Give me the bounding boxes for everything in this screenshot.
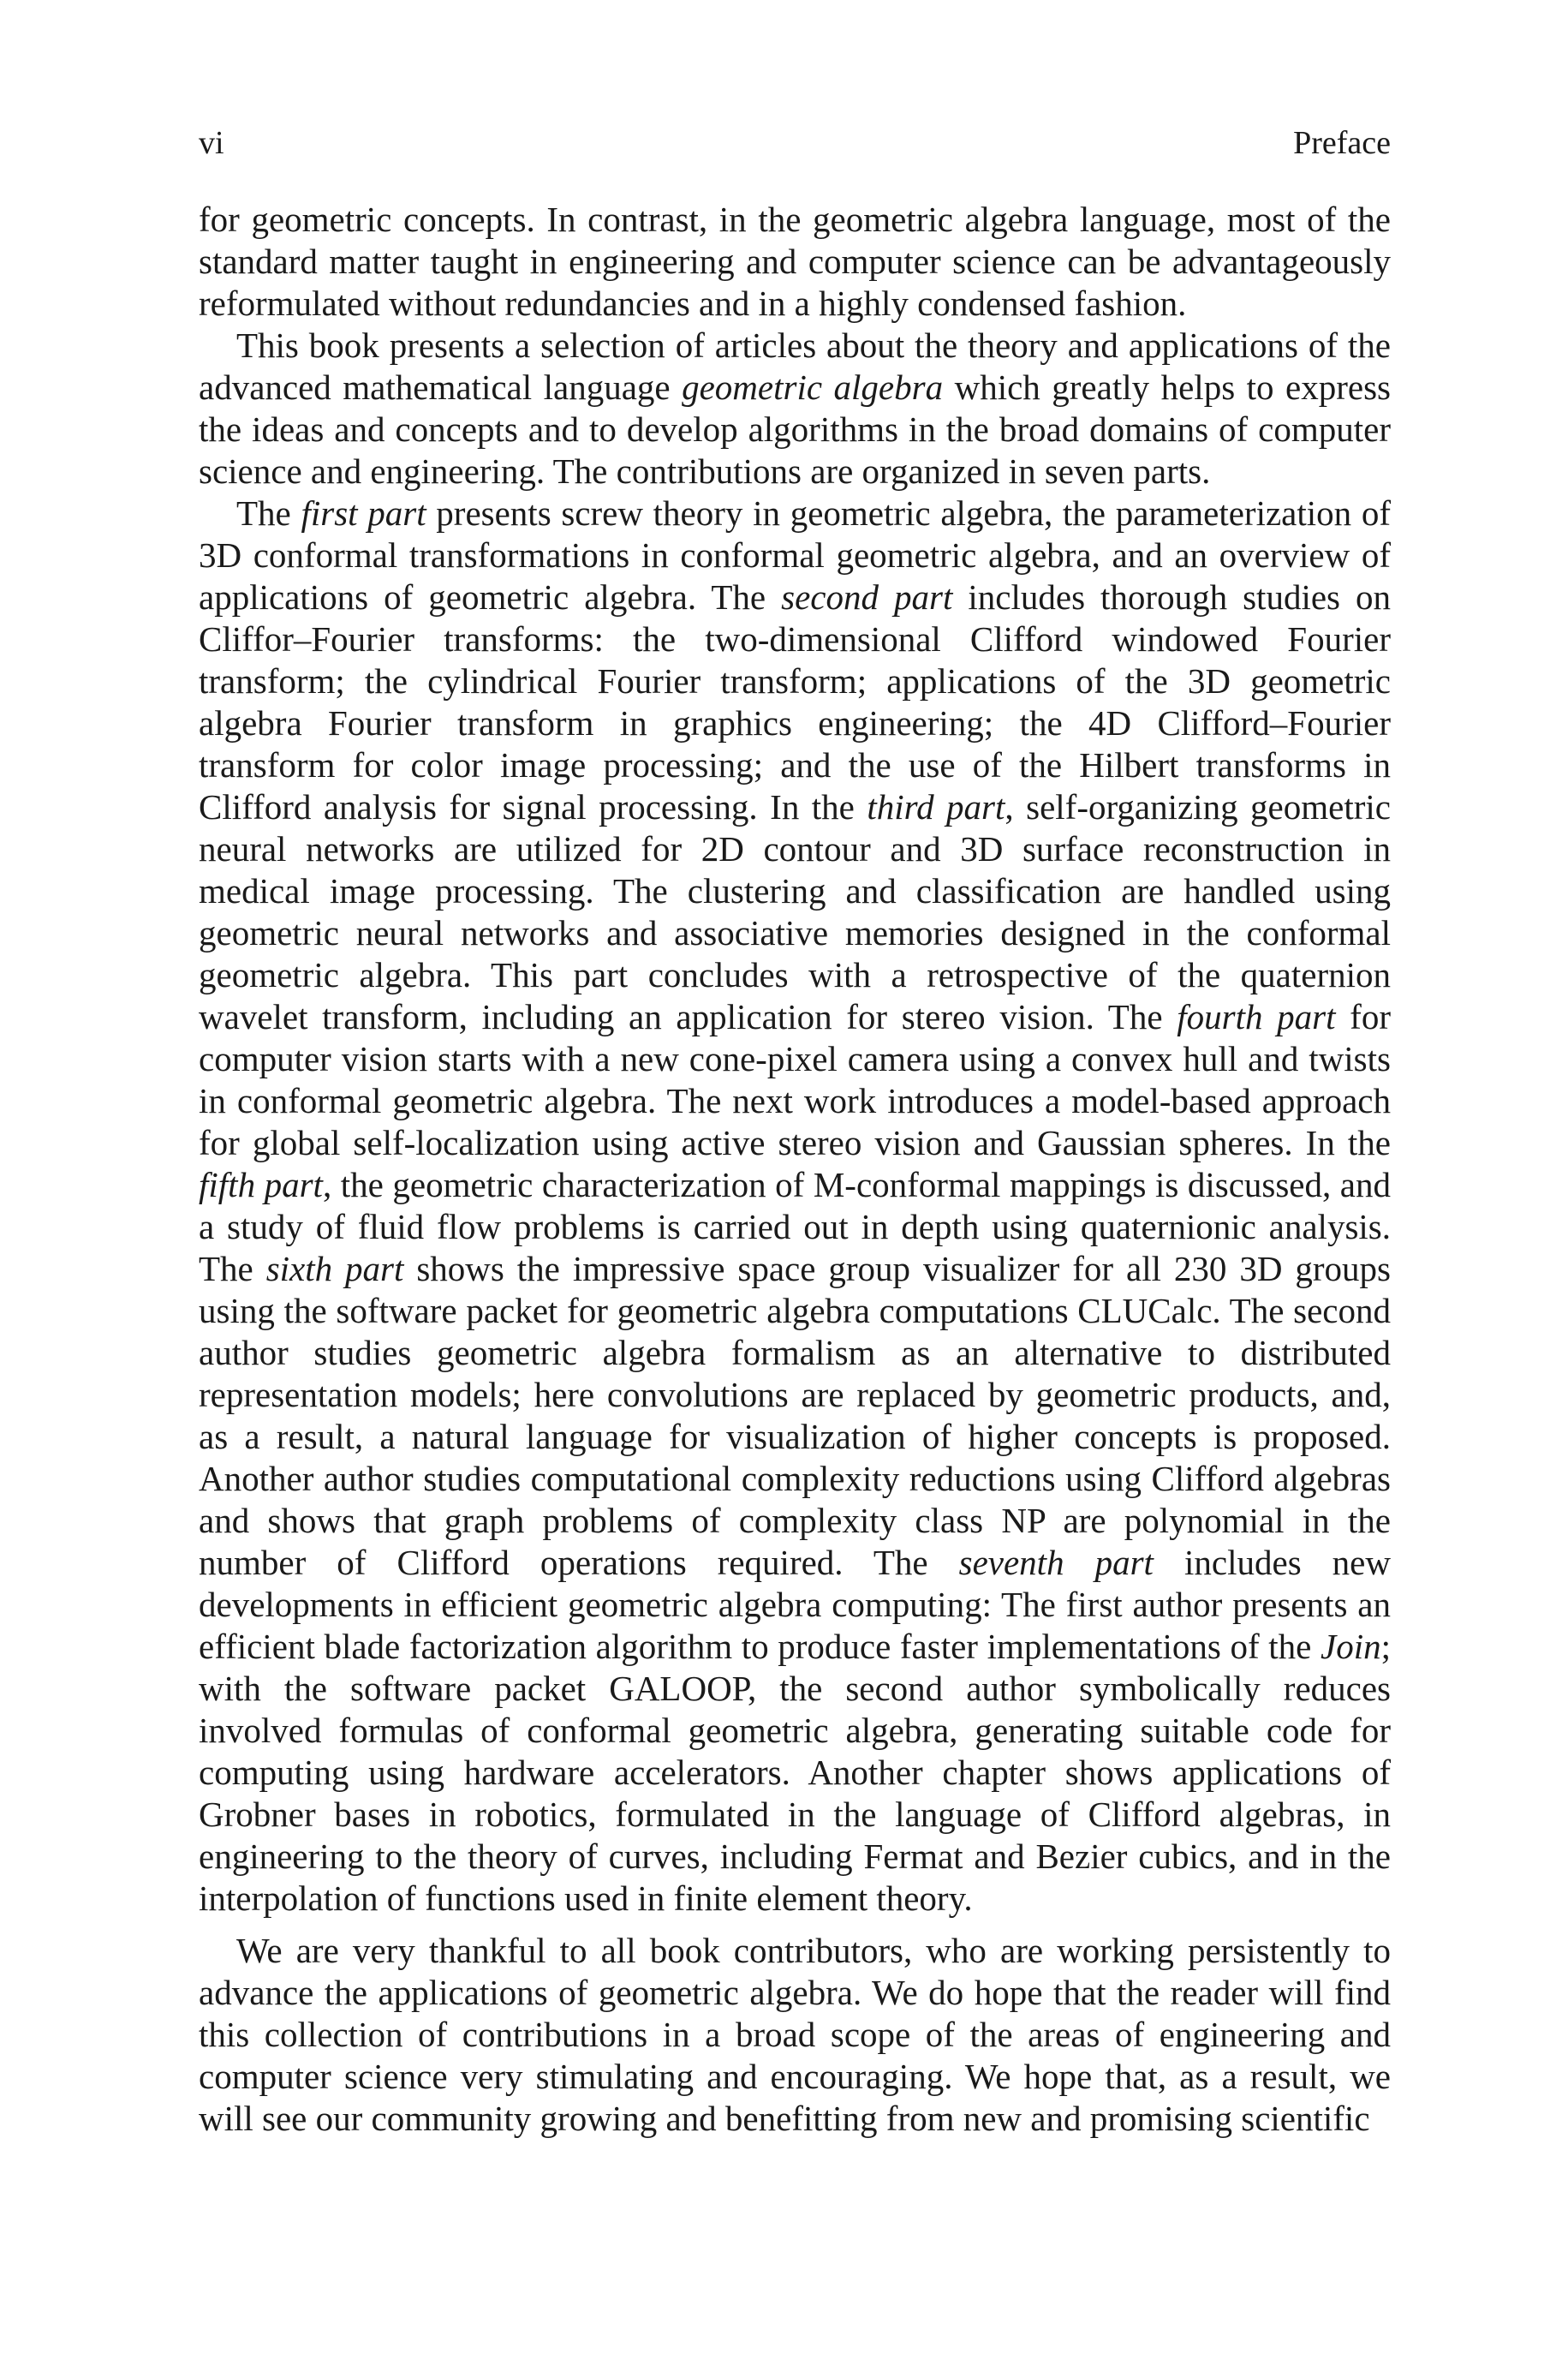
paragraph-parts-summary xyxy=(199,493,1391,1920)
text-run: , self-organizing geometric neural networks are utilized for 2D contour and 3D surface reconstruction in medical image processing. The clustering and classification are handled using geometric neural networks and associative memories designed in the conformal geometric algebra. This part concludes with a retrospective of the quaternion wavelet transform, including an application for stereo vision. The xyxy=(199,787,1391,1036)
italic-term: fourth part xyxy=(1177,997,1336,1036)
italic-term: geometric algebra xyxy=(682,367,944,407)
text-run: The xyxy=(236,493,301,533)
italic-term: seventh part xyxy=(958,1543,1154,1582)
paragraph-acknowledgements xyxy=(199,1930,1391,2140)
paragraph-continuation xyxy=(199,199,1391,325)
text-run: We are very thankful to all book contributors, who are working persistently to advance the applications of geometric algebra. We do hope that the reader will find this collection of contributions in a broad scope of the areas of engineering and computer science very stimulating and encouraging. We hope that, as a result, we will see our community growing and benefitting from new and promising scientific xyxy=(199,1931,1391,2138)
running-head xyxy=(199,122,1391,164)
paragraph-book-overview xyxy=(199,325,1391,493)
text-run: presents screw theory in geometric algebra, the parameterization of 3D conformal transformations in conformal geometric algebra, and an overview of applications of geometric algebra. The xyxy=(199,493,1391,617)
text-run: This book presents a selection of articles about the theory and applications of the advanced mathematical language xyxy=(199,325,1391,407)
italic-term: sixth part xyxy=(265,1249,404,1288)
italic-term: fifth part xyxy=(199,1165,323,1204)
text-run: shows the impressive space group visualizer for all 230 3D groups using the software packet for geometric algebra computations CLUCalc. The second author studies geometric algebra formalism as an alternative to distributed representation models; here convolutions are replaced by geometric products, and, as a result, a natural language for visualization of higher concepts is proposed. Another author studies computational complexity reductions using Clifford algebras and shows that graph problems of complexity class NP are polynomial in the number of Clifford operations required. The xyxy=(199,1249,1391,1582)
text-run: includes new developments in efficient geometric algebra computing: The first author presents an efficient blade factorization algorithm to produce faster implementations of the xyxy=(199,1543,1391,1666)
italic-term: second part xyxy=(781,577,953,617)
text-run: which greatly helps to express the ideas and concepts and to develop algorithms in the broad domains of computer science and engineering. The contributions are organized in seven parts. xyxy=(199,367,1391,491)
italic-term: Join xyxy=(1321,1627,1381,1666)
text-run: for geometric concepts. In contrast, in the geometric algebra language, most of the standard matter taught in engineering and computer science can be advantageously reformulated without redundancies and in a highly condensed fashion. xyxy=(199,200,1391,323)
text-run: ; with the software packet GALOOP, the second author symbolically reduces involved formulas of conformal geometric algebra, generating suitable code for computing using hardware accelerators. Another chapter shows applications of Grobner bases in robotics, formulated in the language of Clifford algebras, in engineering to the theory of curves, including Fermat and Bezier cubics, and in the interpolation of functions used in finite element theory. xyxy=(199,1627,1391,1918)
text-run: , the geometric characterization of M-conformal mappings is discussed, and a study of fluid flow problems is carried out in depth using quaternionic analysis. The xyxy=(199,1165,1391,1288)
page-number: vi xyxy=(199,125,224,161)
text-run: for computer vision starts with a new cone-pixel camera using a convex hull and twists in conformal geometric algebra. The next work introduces a model-based approach for global self-localization using active stereo vision and Gaussian spheres. In the xyxy=(199,997,1391,1162)
text-run: includes thorough studies on Cliffor–Fourier transforms: the two-dimensional Clifford windowed Fourier transform; the cylindrical Fourier transform; applications of the 3D geometric algebra Fourier transform in graphics engineering; the 4D Clifford–Fourier transform for color image processing; and the use of the Hilbert transforms in Clifford analysis for signal processing. In the xyxy=(199,577,1392,827)
section-title: Preface xyxy=(1293,125,1391,161)
italic-term: third part xyxy=(867,787,1005,827)
italic-term: first part xyxy=(301,493,426,533)
body-text xyxy=(199,199,1391,2140)
